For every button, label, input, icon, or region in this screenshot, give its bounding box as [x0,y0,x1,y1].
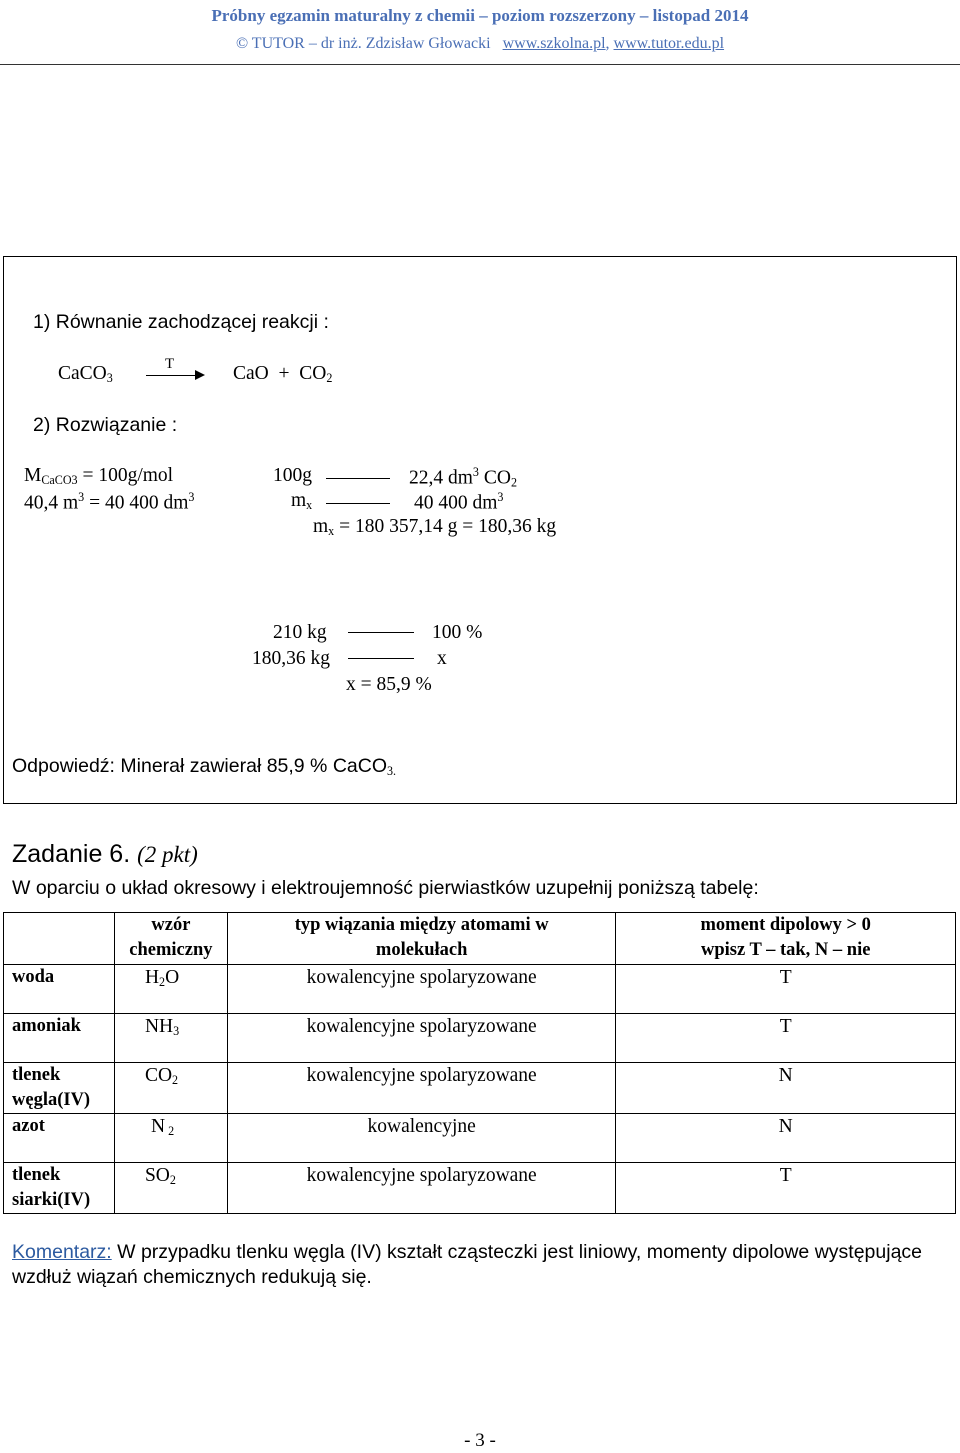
prop1-a2: $m_x$ [291,490,313,513]
row-formula: $SO_2$ [114,1163,227,1214]
row-dipole: T [616,1163,956,1214]
reaction-condition: T [165,356,175,372]
row-formula: N $_2$ [114,1114,227,1163]
link-tutor[interactable]: www.tutor.edu.pl [613,35,725,52]
prop2-result: x = 85,9 % [346,674,432,695]
page-header-credits [0,35,960,53]
link-separator: , [605,35,610,52]
task-title: Zadanie 6. (2 pkt) [12,840,198,868]
comment [12,1240,947,1290]
reaction-arrow-icon [195,370,205,380]
answer: Odpowiedź: Minerał zawierał 85,9 % CaCO$_{3.}$ [12,755,397,779]
table-row [4,965,956,1014]
volume-conversion: 40,4 $m^3 = 40$ 400 $dm^3$ [24,490,195,514]
task-points: (2 pkt) [137,842,198,867]
comment-text: W przypadku tlenku węgla (IV) kształt cząsteczki jest liniowy, momenty dipolowe występujące wzdłuż wiązań chemicznych redukują się. [12,1241,923,1288]
prop1-line2 [326,503,390,504]
row-dipole: T [616,1014,956,1063]
row-dipole: N [616,1063,956,1114]
prop2-a1: 210 kg [273,622,327,643]
table-row [4,1163,956,1214]
header-dipole: moment dipolowy > 0 wpisz T – tak, N – nie [616,913,956,965]
reaction-products: CaO + $CO_2$ [233,363,333,386]
header-bond: typ wiązania między atomami w molekułach [227,913,616,965]
bond-table [3,912,956,1214]
row-name: woda [4,965,115,1014]
link-szkolna[interactable]: www.szkolna.pl [502,35,606,52]
row-bond: kowalencyjne spolaryzowane [227,1063,616,1114]
table-row [4,1114,956,1163]
table-row [4,1014,956,1063]
row-bond: kowalencyjne [227,1114,616,1163]
step2-label: 2) Rozwiązanie : [33,414,178,436]
prop2-line1 [348,632,414,633]
prop2-line2 [348,658,414,659]
step1-label: 1) Równanie zachodzącej reakcji : [33,311,329,333]
row-dipole: T [616,965,956,1014]
row-dipole: N [616,1114,956,1163]
row-name: tlenek węgla(IV) [4,1063,115,1114]
copyright-text: © TUTOR – dr inż. Zdzisław Głowacki [235,35,491,52]
reaction-reactant: CaCO$_3$ [58,363,113,386]
row-bond: kowalencyjne spolaryzowane [227,1014,616,1063]
row-name: tlenek siarki(IV) [4,1163,115,1214]
table-row [4,1063,956,1114]
table-header-row [4,913,956,965]
row-formula: $H_2O$ [114,965,227,1014]
header-divider [0,64,960,65]
molar-mass: $M_{CaCO3} = 100g/mol$ [24,465,174,488]
prop1-b2: 40 400 $dm^3$ [414,490,504,514]
page-header-title: Próbny egzamin maturalny z chemii – poziom rozszerzony – listopad 2014 [211,6,749,25]
header-empty [4,913,115,965]
reaction-arrow-line [146,375,198,376]
row-formula: $CO_2$ [114,1063,227,1114]
row-bond: kowalencyjne spolaryzowane [227,1163,616,1214]
row-formula: $NH_3$ [114,1014,227,1063]
prop2-b2: x [437,648,447,669]
prop1-b1: 22,4 $dm^3$ $CO_2$ [409,465,517,490]
comment-label: Komentarz: [12,1241,112,1263]
row-name: amoniak [4,1014,115,1063]
header-formula: wzór chemiczny [114,913,227,965]
row-bond: kowalencyjne spolaryzowane [227,965,616,1014]
prop1-line1 [326,478,390,479]
prop2-b1: 100 % [432,622,483,643]
task-instruction: W oparciu o układ okresowy i elektroujemność pierwiastków uzupełnij poniższą tabelę: [12,877,759,899]
prop2-a2: 180,36 kg [252,648,330,669]
prop1-result: $m_x = 180$ 357,14 g = 180,36 kg [313,516,557,539]
prop1-a1: 100g [273,465,312,486]
page-number: - 3 - [464,1430,496,1451]
row-name: azot [4,1114,115,1163]
